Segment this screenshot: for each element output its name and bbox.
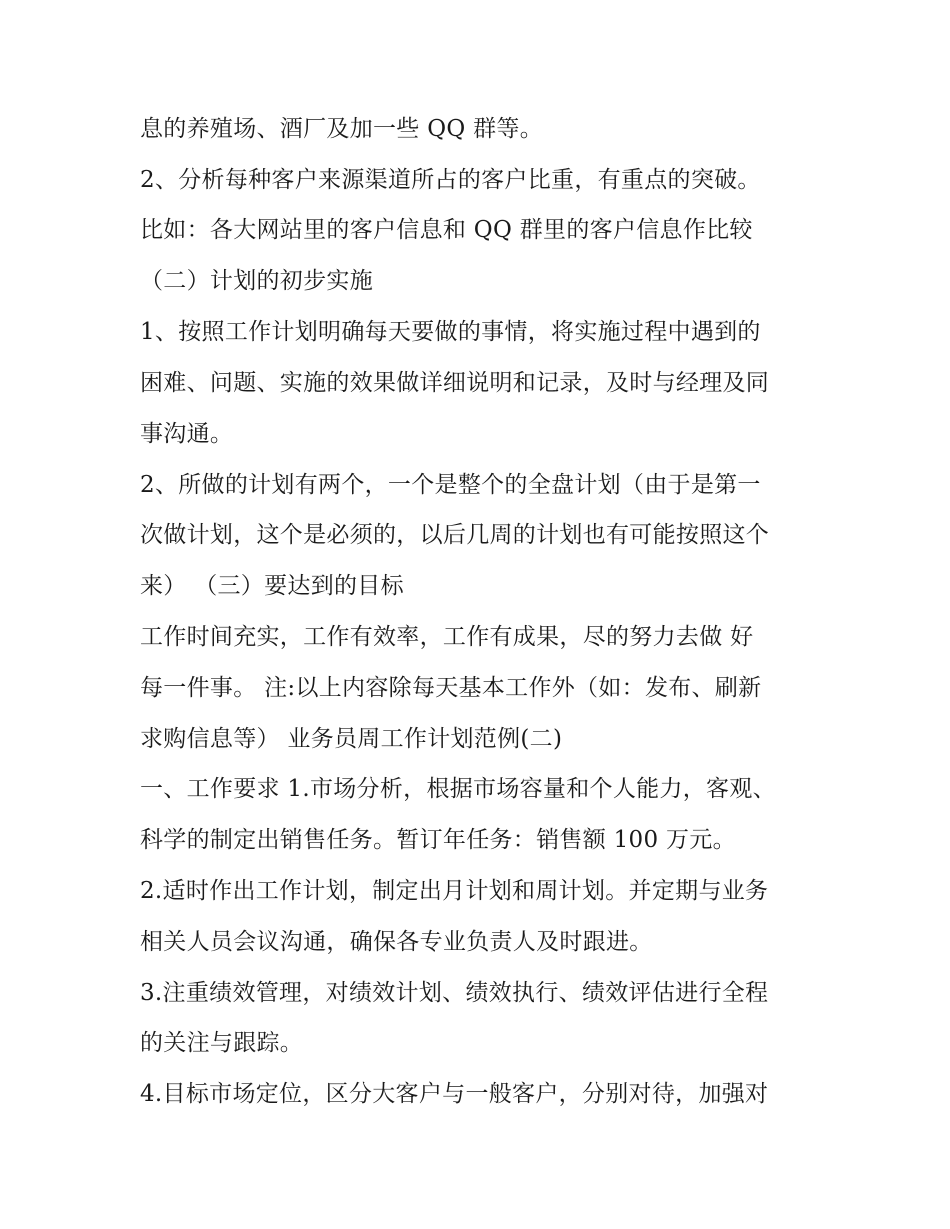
text-line: 2、分析每种客户来源渠道所占的客户比重，有重点的突破。: [140, 167, 761, 193]
text-line: 困难、问题、实施的效果做详细说明和记录，及时与经理及同: [140, 370, 770, 396]
text-line: 求购信息等） 业务员周工作计划范例(二): [140, 726, 563, 752]
text-line: 的关注与跟踪。: [140, 1030, 304, 1056]
text-line: 事沟通。: [140, 421, 234, 447]
text-line: 一、工作要求 1.市场分析，根据市场容量和个人能力，客观、: [140, 776, 776, 802]
text-line: 比如：各大网站里的客户信息和 QQ 群里的客户信息作比较: [140, 217, 753, 243]
text-line: 2、所做的计划有两个，一个是整个的全盘计划（由于是第一: [140, 472, 761, 498]
text-line: 3.注重绩效管理，对绩效计划、绩效执行、绩效评估进行全程: [140, 980, 769, 1006]
section-heading: （二）计划的初步实施: [140, 268, 373, 294]
text-line: 1、按照工作计划明确每天要做的事情，将实施过程中遇到的: [140, 319, 761, 345]
text-line: 次做计划，这个是必须的，以后几周的计划也有可能按照这个: [140, 522, 770, 548]
text-line: 4.目标市场定位，区分大客户与一般客户，分别对待，加强对: [140, 1081, 769, 1107]
text-line: 科学的制定出销售任务。暂订年任务：销售额 100 万元。: [140, 827, 736, 853]
text-line: 工作时间充实，工作有效率，工作有成果，尽的努力去做 好: [140, 624, 754, 650]
text-line: 每一件事。 注:以上内容除每天基本工作外（如：发布、刷新: [140, 675, 762, 701]
text-line: 相关人员会议沟通，确保各专业负责人及时跟进。: [140, 929, 653, 955]
text-line: 息的养殖场、酒厂及加一些 QQ 群等。: [140, 116, 544, 142]
text-line: 来） （三）要达到的目标: [140, 573, 404, 599]
text-line: 2.适时作出工作计划，制定出月计划和周计划。并定期与业务: [140, 878, 769, 904]
